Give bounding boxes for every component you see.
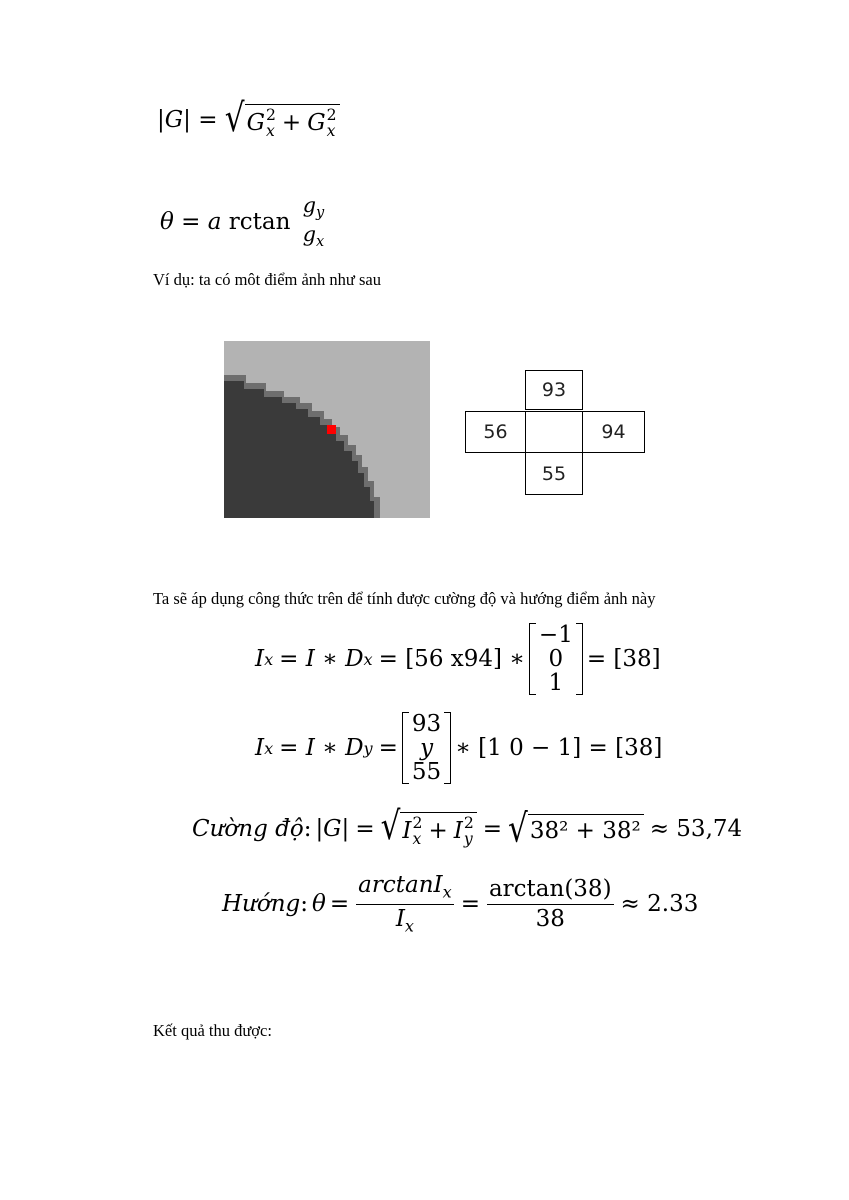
apply-formula-text: Ta sẽ áp dụng công thức trên để tính được cường độ và hướng điểm ảnh này	[153, 589, 656, 608]
direction-fraction-1: $\frac{\arctan I_x}{I_x}$	[358, 872, 452, 936]
direction-fraction-2: $\frac{\arctan(38)}{38}$	[488, 876, 612, 932]
neighbor-bottom: 55	[525, 452, 583, 495]
direction-equation: Hướng : θ = $\frac{\arctan I_x}{I_x}$ = $\frac{\arctan(38)}{38}$ ≈ 2.33	[222, 872, 699, 936]
ix-equation: I x = I ∗ D x = [56 x94] ∗ −1 0 1 = [38]	[255, 622, 661, 697]
neighbor-left: 56	[465, 411, 526, 453]
gy-over-gx: $g_y$ $g_x$	[302, 193, 325, 251]
strength-equation: Cường độ : |G| = √ I 2 x + I 2 y = √ 38² + 38² ≈ 53,74	[192, 803, 743, 851]
result-text: Kết quả thu được:	[153, 1021, 272, 1040]
pixel-image-svg	[224, 341, 430, 518]
neighbor-top: 93	[525, 370, 583, 410]
iy-matrix: 93 y 55	[402, 712, 451, 784]
magnitude-formula: |G| = √ G 2 x + G 2 x	[157, 104, 340, 138]
pixel-image	[224, 341, 430, 518]
strength-sqrt: √ I 2 x + I 2 y	[381, 812, 477, 846]
direction-formula: θ = a rctan $g_y$ $g_x$	[160, 193, 325, 251]
iy-equation: I x = I ∗ D y = 93 y 55 ∗ [1 0 − 1] = [38]	[255, 711, 663, 786]
pixel-marker	[327, 425, 336, 434]
magnitude-sqrt: √ G 2 x + G 2 x	[225, 104, 340, 138]
neighbor-right: 94	[582, 411, 645, 453]
example-intro: Ví dụ: ta có môt điểm ảnh như sau	[153, 270, 381, 289]
neighbor-center	[525, 411, 583, 453]
ix-matrix: −1 0 1	[529, 623, 583, 695]
magnitude-lhs: |G|	[157, 107, 191, 134]
strength-sqrt-2: √ 38² + 38²	[508, 814, 644, 845]
